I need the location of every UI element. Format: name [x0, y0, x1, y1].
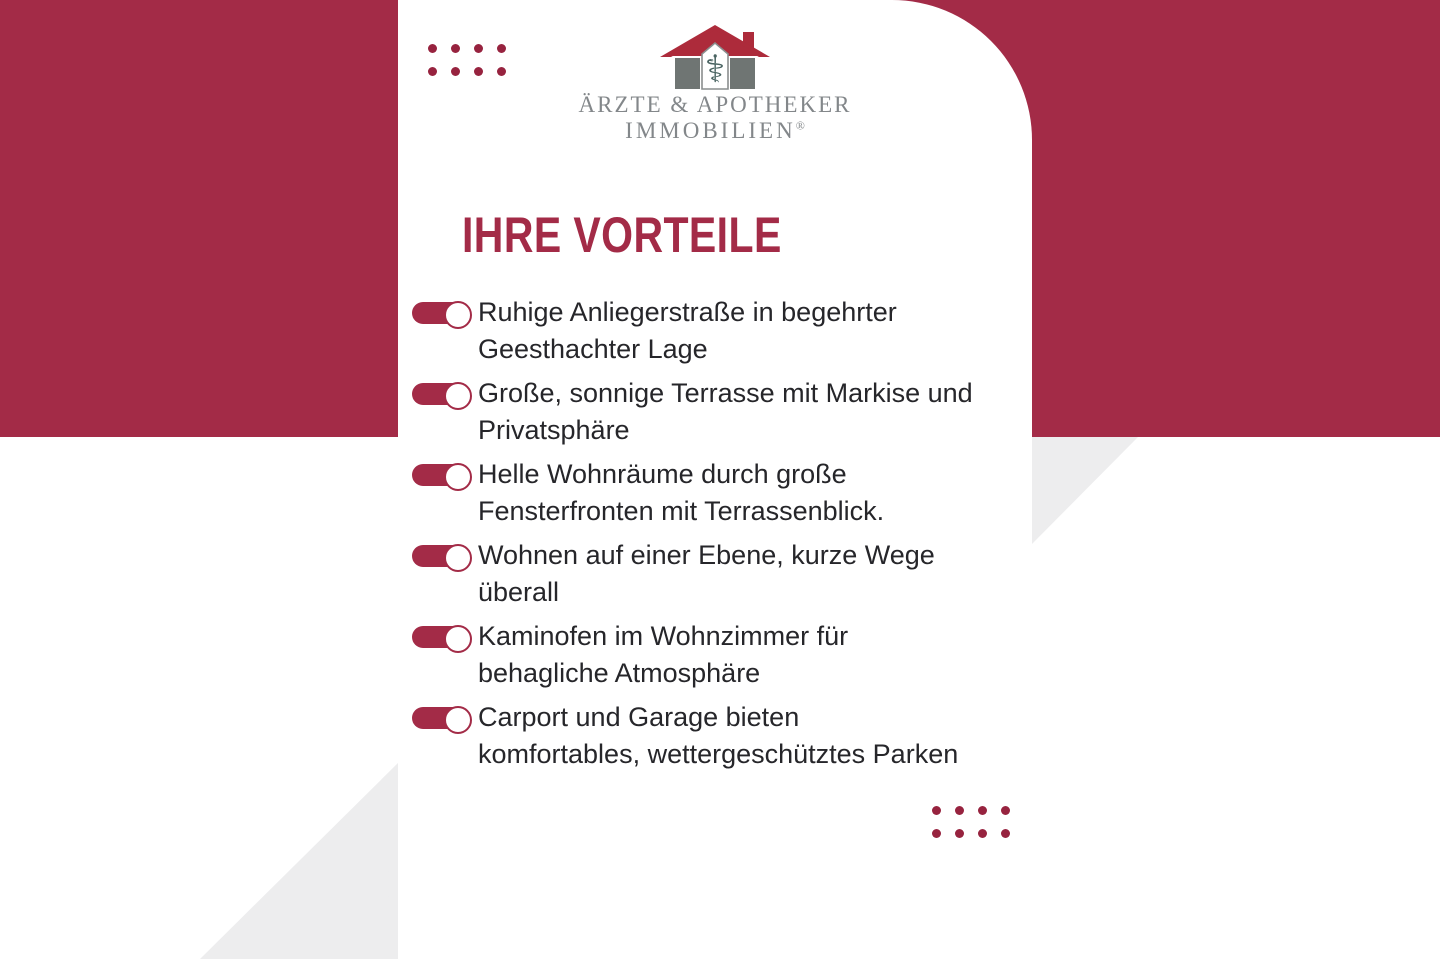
benefits-list	[412, 294, 1018, 780]
content-card	[398, 0, 1032, 959]
benefit-line: Wohnen auf einer Ebene, kurze Wege	[478, 540, 935, 570]
dot-icon	[932, 806, 941, 815]
benefit-line: Große, sonnige Terrasse mit Markise und	[478, 378, 973, 408]
registered-mark: ®	[795, 118, 805, 133]
logo-name-line2	[398, 118, 1032, 144]
benefit-item	[412, 618, 1018, 692]
toggle-on-icon	[412, 383, 466, 405]
benefit-line: Carport und Garage bieten	[478, 702, 800, 732]
dot-grid-bottom-right	[932, 806, 1010, 838]
benefit-line: Privatsphäre	[478, 415, 630, 445]
toggle-on-icon	[412, 302, 466, 324]
benefit-item	[412, 537, 1018, 611]
benefit-line: Fensterfronten mit Terrassenblick.	[478, 496, 885, 526]
benefit-line: komfortables, wettergeschütztes Parken	[478, 739, 959, 769]
toggle-on-icon	[412, 545, 466, 567]
benefit-text	[478, 375, 973, 449]
benefit-line: Geesthachter Lage	[478, 334, 708, 364]
toggle-on-icon	[412, 626, 466, 648]
toggle-on-icon	[412, 464, 466, 486]
benefit-item	[412, 699, 1018, 773]
dot-icon	[978, 806, 987, 815]
benefit-text	[478, 294, 897, 368]
house-with-asclepius-staff-icon	[655, 24, 775, 90]
dot-icon	[955, 829, 964, 838]
benefit-line: Helle Wohnräume durch große	[478, 459, 847, 489]
dot-icon	[1001, 806, 1010, 815]
benefit-text	[478, 456, 884, 530]
logo-name-text: IMMOBILIEN	[625, 118, 796, 143]
benefit-item	[412, 375, 1018, 449]
benefit-line: überall	[478, 577, 560, 607]
benefit-text	[478, 699, 958, 773]
benefit-line: Kaminofen im Wohnzimmer für	[478, 621, 849, 651]
dot-icon	[932, 829, 941, 838]
benefit-text	[478, 618, 848, 692]
benefit-item	[412, 456, 1018, 530]
dot-icon	[978, 829, 987, 838]
benefit-line: behagliche Atmosphäre	[478, 658, 761, 688]
toggle-on-icon	[412, 707, 466, 729]
logo-name-line1: ÄRZTE & APOTHEKER	[578, 92, 852, 117]
benefit-text	[478, 537, 935, 611]
dot-icon	[1001, 829, 1010, 838]
benefit-item	[412, 294, 1018, 368]
company-logo	[398, 24, 1032, 144]
svg-text:⚕: ⚕	[704, 47, 726, 90]
dot-icon	[955, 806, 964, 815]
benefit-line: Ruhige Anliegerstraße in begehrter	[478, 297, 897, 327]
page-title: IHRE VORTEILE	[462, 207, 782, 263]
